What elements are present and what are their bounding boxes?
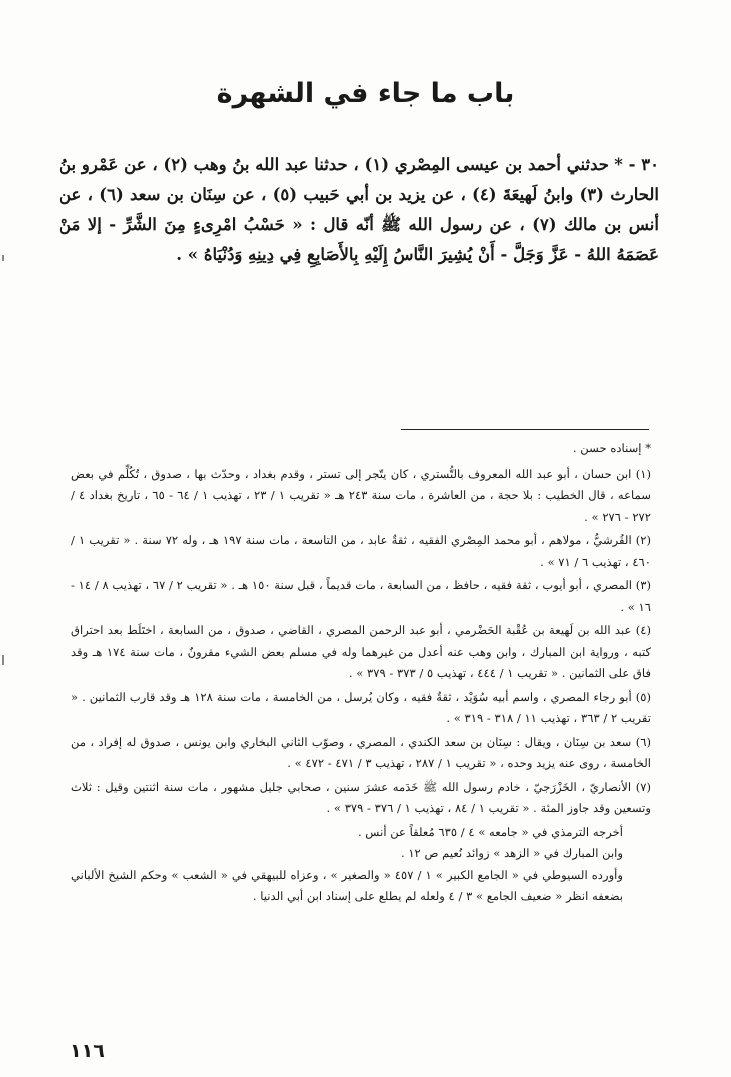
page-number: ١١٦ bbox=[70, 1040, 105, 1062]
takhrij-suyuti: وأورده السيوطي في « الجامع الكبير » ١ / ٤٥٧ « والصغير » ، وعزاه للبيهقي في « الشعب » وحكم الشيخ الألباني بضعفه انظر « ضعيف الجامع » ٣ / ٤ ولعله لم يطلع على إسناد ابن أبي الدنيا . bbox=[71, 867, 623, 903]
footnote-2: (٢) القُرشيُّ ، مولاهم ، أبو محمد المِصْري الفقيه ، ثقةٌ عابد ، من التاسعة ، مات سنة ١٩٧ هـ ، وله ٧٢ سنة . « تقريب ١ / ٤٦٠ ، تهذيب ٦ / ٧١ » . bbox=[71, 533, 651, 569]
takhrij-ibn-mubarak: وابن المبارك في « الزهد » زوائد نُعيم ص ١٢ . bbox=[400, 846, 623, 860]
footnotes bbox=[71, 438, 651, 908]
margin-mark bbox=[2, 255, 4, 261]
footnote-6: (٦) سعد بن سِنَان ، ويقال : سِنَان بن سعد الكندي ، المصري ، وصوّب الثاني البخاري وابن يونس ، صدوق له إفراد ، من الخامسة ، روى عنه يزيد وحده ، « تقريب ١ / ٢٨٧ ، تهذيب ٣ / ٤٧١ - ٤٧٢ » . bbox=[71, 734, 651, 770]
hadith-text: حدثني أحمد بن عيسى المِصْري (١) ، حدثنا عبد الله بنُ وهب (٢) ، عن عَمْرو بنُ الحارث (٣) وابنُ لَهيعَةَ (٤) ، عن يزيد بن أبي حَبيب (٥) ، عن سِنَان بن سعد (٦) ، عن أنس بن مالك (٧) ، عن رسول الله ﷺ أنّه قال : « حَسْبُ امْرِىءٍ مِنَ الشَّرِّ - إلا مَنْ عَصَمَهُ اللهُ - عَزَّ وَجَلَّ - أَنْ يُشِيرَ النَّاسُ إِلَيْهِ بِالأَصَابِعِ فِي دِينِهِ وَدُنْيَاهُ » . bbox=[59, 155, 660, 264]
isnad-grade: * إسناده حسن . bbox=[572, 441, 651, 455]
takhrij-tirmidhi: أخرجه الترمذي في « جامعه » ٤ / ٦٣٥ مُعلقاً عن أنس . bbox=[357, 824, 623, 839]
footnote-divider bbox=[401, 429, 649, 430]
footnote-4: (٤) عبد الله بن لَهيعة بن عُقْبة الحَضْرمي ، أبو عبد الرحمن المصري ، القاضي ، صدوق ، من السابعة ، اختَلَط بعد احتراق كتبه ، ورواية ابن المبارك ، وابن وهب عنه أعدل من غيرهما وله في مسلم بعض الشيء مقرونٌ ، مات سنة ١٧٤ هـ وقد فاق على الثمانين . « تقريب ١ / ٤٤٤ ، تهذيب ٥ / ٣٧٣ - ٣٧٩ » . bbox=[71, 623, 651, 680]
hadith-number: ٣٠ - * bbox=[614, 155, 660, 174]
footnote-7: (٧) الأنصاريّ ، الخَزْرَجيّ ، خادم رسول الله ﷺ خَدَمه عشرَ سنين ، صحابي جليل مشهور ، مات سنة اثنتين وقيل : ثلاث وتسعين وقد جاوز المئة . « تقريب ١ / ٨٤ ، تهذيب ١ / ٣٧٦ - ٣٧٩ » . bbox=[71, 779, 651, 815]
margin-mark bbox=[2, 655, 4, 665]
footnote-5: (٥) أبو رجاء المصري ، واسم أبيه سُوَيْد ، ثقةٌ فقيه ، وكان يُرسل ، من الخامسة ، مات سنة ١٢٨ هـ وقد قارب الثمانين . « تقريب ٢ / ٣٦٣ ، تهذيب ١١ / ٣١٨ - ٣١٩ » . bbox=[71, 689, 651, 725]
footnote-1: (١) ابن حسان ، أبو عبد الله المعروف بالتُّستري ، كان يتّجر إلى تستر ، وقدم بغداد ، وحدّث بها ، صدوق ، تُكُلِّم في بعض سماعه ، قال الخطيب : بلا حجة ، من العاشرة ، مات سنة ٢٤٣ هـ « تقريب ١ / ٢٣ ، تهذيب ١ / ٦٤ - ٦٥ ، تاريخ بغداد ٤ / ٢٧٢ - ٢٧٦ » . bbox=[71, 466, 651, 524]
hadith-paragraph bbox=[59, 150, 659, 270]
footnote-3: (٣) المصري ، أبو أيوب ، ثقة فقيه ، حافظ ، من السابعة ، مات قديماً ، قبل سنة ١٥٠ هـ . « تقريب ٢ / ٦٧ ، تهذيب ٨ / ١٤ - ١٦ » . bbox=[71, 578, 651, 614]
chapter-title: باب ما جاء في الشهرة bbox=[216, 78, 515, 109]
